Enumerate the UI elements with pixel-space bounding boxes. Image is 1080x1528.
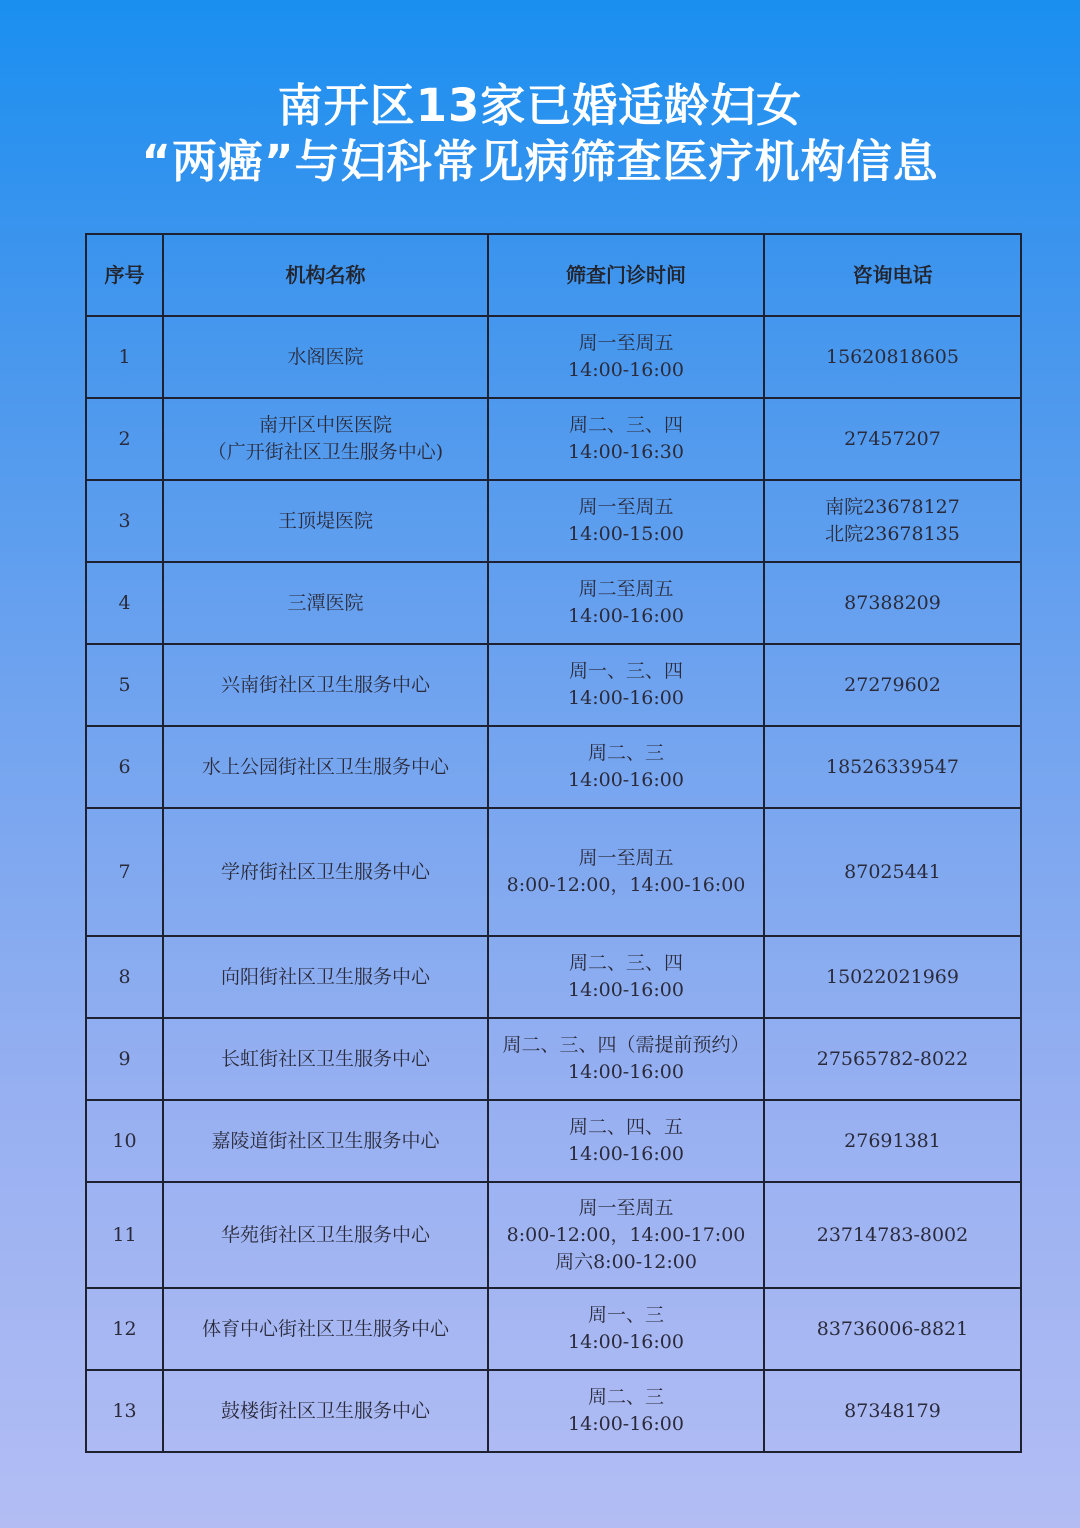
institution-table xyxy=(85,233,1022,1453)
cell-clinic-time-line: 周一至周五 xyxy=(578,847,674,869)
cell-index: 11 xyxy=(86,1182,163,1288)
cell-institution-name xyxy=(163,644,488,726)
cell-phone-line: 87025441 xyxy=(844,860,941,883)
table-row xyxy=(86,808,1021,936)
cell-phone xyxy=(764,398,1021,480)
cell-clinic-time xyxy=(488,1370,764,1452)
cell-clinic-time-line: 周二至周五 xyxy=(578,578,674,600)
title-line-1: 南开区13家已婚适龄妇女 xyxy=(277,79,803,132)
table-row xyxy=(86,1370,1021,1452)
cell-clinic-time xyxy=(488,562,764,644)
cell-index: 10 xyxy=(86,1100,163,1182)
cell-phone xyxy=(764,936,1021,1018)
table-row xyxy=(86,1018,1021,1100)
header-time: 筛查门诊时间 xyxy=(488,234,764,316)
cell-clinic-time-line: 周二、三、四（需提前预约） xyxy=(502,1034,750,1056)
cell-clinic-time-line: 14:00-16:00 xyxy=(568,1061,684,1083)
cell-clinic-time-line: 14:00-16:00 xyxy=(568,769,684,791)
cell-clinic-time-line: 14:00-16:00 xyxy=(568,979,684,1001)
cell-clinic-time-line: 14:00-16:00 xyxy=(568,687,684,709)
table-row xyxy=(86,726,1021,808)
cell-institution-name xyxy=(163,1370,488,1452)
table-row xyxy=(86,1100,1021,1182)
cell-institution-name-line: 水上公园街社区卫生服务中心 xyxy=(201,755,449,778)
cell-institution-name-line: 嘉陵道街社区卫生服务中心 xyxy=(211,1129,440,1152)
cell-index: 9 xyxy=(86,1018,163,1100)
cell-clinic-time xyxy=(488,726,764,808)
cell-phone-line: 27279602 xyxy=(844,673,941,696)
cell-clinic-time-line: 14:00-16:00 xyxy=(568,1413,684,1435)
cell-clinic-time xyxy=(488,1100,764,1182)
table-row xyxy=(86,398,1021,480)
cell-index: 6 xyxy=(86,726,163,808)
cell-clinic-time-line: 周二、三、四 xyxy=(568,414,683,436)
table-row xyxy=(86,480,1021,562)
cell-institution-name-line: （广开街社区卫生服务中心) xyxy=(207,441,444,463)
cell-phone-line: 27565782-8022 xyxy=(816,1047,969,1070)
cell-clinic-time-line: 14:00-16:00 xyxy=(568,1143,684,1165)
cell-clinic-time xyxy=(488,936,764,1018)
cell-index: 3 xyxy=(86,480,163,562)
page-title xyxy=(0,78,1080,190)
table-row xyxy=(86,644,1021,726)
cell-clinic-time xyxy=(488,480,764,562)
cell-phone-line: 北院23678135 xyxy=(825,523,960,545)
cell-index: 12 xyxy=(86,1288,163,1370)
header-index: 序号 xyxy=(86,234,163,316)
cell-clinic-time-line: 周一、三 xyxy=(587,1304,664,1326)
cell-institution-name-line: 王顶堤医院 xyxy=(277,509,373,532)
cell-clinic-time xyxy=(488,1018,764,1100)
table-row xyxy=(86,1182,1021,1288)
cell-phone-line: 27457207 xyxy=(844,427,941,450)
cell-institution-name xyxy=(163,936,488,1018)
cell-clinic-time-line: 周一至周五 xyxy=(578,1196,674,1219)
cell-phone-line: 87348179 xyxy=(844,1399,941,1422)
cell-clinic-time-line: 14:00-16:00 xyxy=(568,359,684,381)
cell-clinic-time xyxy=(488,644,764,726)
cell-phone-line: 15022021969 xyxy=(826,965,959,988)
cell-institution-name-line: 向阳街社区卫生服务中心 xyxy=(220,965,430,988)
cell-clinic-time xyxy=(488,1182,764,1288)
cell-phone xyxy=(764,1370,1021,1452)
cell-phone xyxy=(764,1100,1021,1182)
cell-index: 8 xyxy=(86,936,163,1018)
cell-phone xyxy=(764,1288,1021,1370)
cell-clinic-time-line: 周二、三、四 xyxy=(568,952,683,974)
cell-index: 7 xyxy=(86,808,163,936)
cell-institution-name-line: 华苑街社区卫生服务中心 xyxy=(220,1223,430,1246)
cell-institution-name xyxy=(163,480,488,562)
cell-clinic-time-line: 周六8:00-12:00 xyxy=(555,1250,697,1273)
cell-clinic-time-line: 周二、三 xyxy=(587,1386,664,1408)
cell-clinic-time-line: 周二、四、五 xyxy=(568,1116,683,1138)
cell-clinic-time-line: 14:00-16:30 xyxy=(568,441,684,463)
cell-clinic-time-line: 周一、三、四 xyxy=(568,660,683,682)
cell-phone xyxy=(764,1182,1021,1288)
cell-institution-name-line: 鼓楼街社区卫生服务中心 xyxy=(220,1399,430,1422)
cell-index: 4 xyxy=(86,562,163,644)
title-line-2: “两癌”与妇科常见病筛查医疗机构信息 xyxy=(141,135,939,188)
cell-phone xyxy=(764,808,1021,936)
cell-clinic-time xyxy=(488,808,764,936)
cell-institution-name-line: 学府街社区卫生服务中心 xyxy=(220,860,430,883)
cell-clinic-time-line: 8:00-12:00，14:00-16:00 xyxy=(506,874,746,896)
cell-clinic-time-line: 14:00-15:00 xyxy=(568,523,684,545)
cell-institution-name-line: 南开区中医医院 xyxy=(258,414,392,436)
table-row xyxy=(86,562,1021,644)
cell-institution-name xyxy=(163,1288,488,1370)
cell-institution-name xyxy=(163,1100,488,1182)
cell-clinic-time xyxy=(488,316,764,398)
cell-clinic-time-line: 14:00-16:00 xyxy=(568,1331,684,1353)
cell-clinic-time xyxy=(488,398,764,480)
cell-institution-name-line: 水阁医院 xyxy=(287,345,364,368)
cell-phone-line: 23714783-8002 xyxy=(816,1223,969,1246)
table-row xyxy=(86,936,1021,1018)
cell-phone-line: 南院23678127 xyxy=(825,496,960,518)
cell-phone-line: 83736006-8821 xyxy=(816,1317,969,1340)
cell-clinic-time-line: 周一至周五 xyxy=(578,332,674,354)
cell-clinic-time-line: 周一至周五 xyxy=(578,496,674,518)
cell-institution-name-line: 三潭医院 xyxy=(287,591,364,614)
cell-clinic-time-line: 周二、三 xyxy=(587,742,664,764)
cell-index: 1 xyxy=(86,316,163,398)
cell-phone xyxy=(764,1018,1021,1100)
cell-phone-line: 15620818605 xyxy=(826,345,959,368)
cell-institution-name xyxy=(163,316,488,398)
cell-institution-name xyxy=(163,562,488,644)
cell-phone-line: 27691381 xyxy=(844,1129,941,1152)
cell-institution-name-line: 兴南街社区卫生服务中心 xyxy=(220,673,430,696)
cell-phone xyxy=(764,562,1021,644)
cell-index: 5 xyxy=(86,644,163,726)
cell-institution-name xyxy=(163,808,488,936)
cell-clinic-time-line: 14:00-16:00 xyxy=(568,605,684,627)
cell-institution-name-line: 体育中心街社区卫生服务中心 xyxy=(201,1317,449,1340)
cell-phone-line: 87388209 xyxy=(844,591,941,614)
table-row xyxy=(86,316,1021,398)
cell-clinic-time-line: 8:00-12:00，14:00-17:00 xyxy=(506,1223,746,1246)
cell-phone xyxy=(764,726,1021,808)
table-body xyxy=(86,316,1021,1452)
cell-institution-name xyxy=(163,1182,488,1288)
cell-institution-name xyxy=(163,398,488,480)
header-name: 机构名称 xyxy=(163,234,488,316)
cell-phone xyxy=(764,316,1021,398)
cell-institution-name xyxy=(163,1018,488,1100)
cell-phone-line: 18526339547 xyxy=(826,755,959,778)
cell-index: 2 xyxy=(86,398,163,480)
cell-institution-name xyxy=(163,726,488,808)
header-phone: 咨询电话 xyxy=(764,234,1021,316)
cell-phone xyxy=(764,480,1021,562)
cell-phone xyxy=(764,644,1021,726)
cell-index: 13 xyxy=(86,1370,163,1452)
cell-clinic-time xyxy=(488,1288,764,1370)
table-row xyxy=(86,1288,1021,1370)
table-header-row xyxy=(86,234,1021,316)
cell-institution-name-line: 长虹街社区卫生服务中心 xyxy=(220,1047,430,1070)
